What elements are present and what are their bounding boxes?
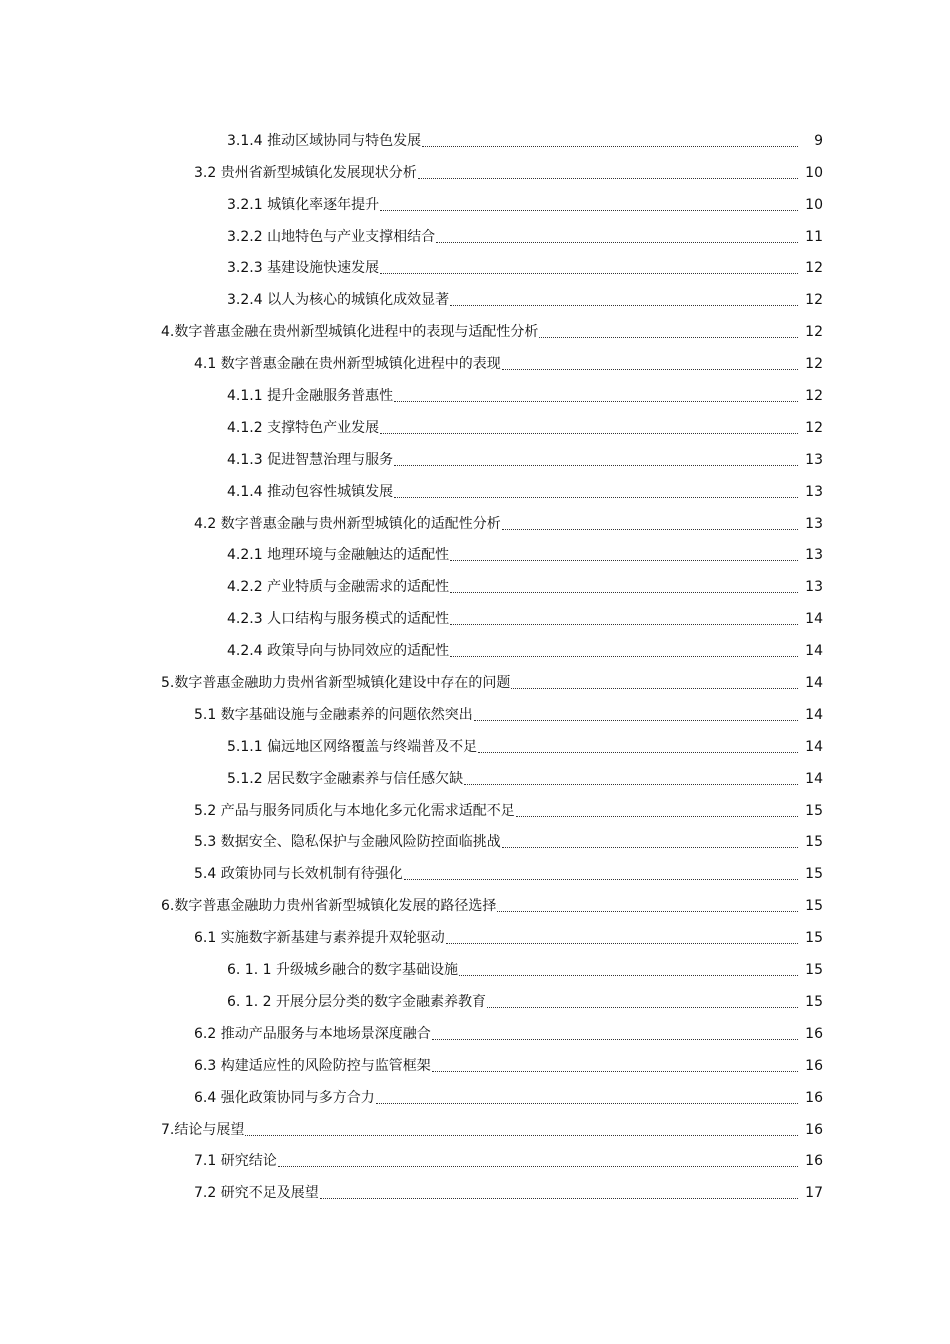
toc-entry-title[interactable]: 5.1 数字基础设施与金融素养的问题依然突出	[194, 706, 473, 723]
dot-leader	[380, 273, 798, 274]
toc-entry-page-number: 12	[805, 356, 823, 373]
dot-leader	[422, 146, 798, 147]
toc-entry[interactable]	[0, 602, 950, 634]
toc-entry-title[interactable]: 4.数字普惠金融在贵州新型城镇化进程中的表现与适配性分析	[161, 324, 539, 341]
toc-entry-title[interactable]: 7.1 研究结论	[194, 1153, 277, 1170]
toc-entry-title[interactable]: 5.1.2 居民数字金融素养与信任感欠缺	[227, 770, 464, 787]
toc-entry-title[interactable]: 5.2 产品与服务同质化与本地化多元化需求适配不足	[194, 802, 515, 819]
toc-entry-title[interactable]: 4.1.3 促进智慧治理与服务	[227, 451, 394, 468]
toc-entry-page-number: 13	[805, 451, 823, 468]
toc-entry-page-number: 14	[805, 706, 823, 723]
toc-entry[interactable]	[0, 953, 950, 985]
dot-leader	[502, 529, 798, 530]
toc-entry[interactable]	[0, 1017, 950, 1049]
toc-entry-page-number: 12	[805, 260, 823, 277]
toc-entry-page-number: 10	[805, 164, 823, 181]
toc-entry[interactable]	[0, 379, 950, 411]
toc-entry-page-number: 16	[805, 1089, 823, 1106]
toc-entry-page-number: 16	[805, 1057, 823, 1074]
toc-entry-title[interactable]: 3.2.1 城镇化率逐年提升	[227, 196, 380, 213]
toc-entry-page-number: 14	[805, 770, 823, 787]
toc-entry[interactable]	[0, 315, 950, 347]
toc-entry[interactable]	[0, 730, 950, 762]
toc-entry-page-number: 10	[805, 196, 823, 213]
toc-entry-page-number: 14	[805, 675, 823, 692]
dot-leader	[450, 305, 798, 306]
toc-entry-page-number: 15	[805, 930, 823, 947]
dot-leader	[474, 720, 798, 721]
toc-entry[interactable]	[0, 1081, 950, 1113]
toc-entry-title[interactable]: 5.1.1 偏远地区网络覆盖与终端普及不足	[227, 738, 478, 755]
toc-entry-title[interactable]: 6. 1. 2 开展分层分类的数字金融素养教育	[227, 993, 486, 1010]
toc-entry[interactable]	[0, 347, 950, 379]
toc-entry-title[interactable]: 4.1.4 推动包容性城镇发展	[227, 483, 394, 500]
dot-leader	[394, 465, 798, 466]
table-of-contents	[0, 124, 950, 1208]
toc-entry-title[interactable]: 4.2.1 地理环境与金融触达的适配性	[227, 547, 450, 564]
dot-leader	[497, 911, 798, 912]
dot-leader	[404, 879, 798, 880]
toc-entry[interactable]	[0, 252, 950, 284]
toc-entry-title[interactable]: 3.2.2 山地特色与产业支撑相结合	[227, 228, 436, 245]
toc-entry-title[interactable]: 3.2.4 以人为核心的城镇化成效显著	[227, 292, 450, 309]
dot-leader	[380, 210, 798, 211]
dot-leader	[394, 497, 798, 498]
toc-entry-title[interactable]: 3.2.3 基建设施快速发展	[227, 260, 380, 277]
dot-leader	[394, 401, 798, 402]
toc-entry-title[interactable]: 6.3 构建适应性的风险防控与监管框架	[194, 1057, 431, 1074]
toc-entry[interactable]	[0, 762, 950, 794]
toc-entry[interactable]	[0, 411, 950, 443]
toc-entry[interactable]	[0, 634, 950, 666]
toc-entry-title[interactable]: 4.2 数字普惠金融与贵州新型城镇化的适配性分析	[194, 515, 501, 532]
dot-leader	[487, 1007, 798, 1008]
toc-entry-page-number: 13	[805, 579, 823, 596]
toc-entry-page-number: 11	[805, 228, 823, 245]
toc-entry[interactable]	[0, 1176, 950, 1208]
toc-entry[interactable]	[0, 188, 950, 220]
toc-entry-title[interactable]: 5.3 数据安全、隐私保护与金融风险防控面临挑战	[194, 834, 501, 851]
toc-entry[interactable]	[0, 124, 950, 156]
toc-entry-page-number: 15	[805, 802, 823, 819]
toc-entry[interactable]	[0, 666, 950, 698]
toc-entry[interactable]	[0, 1113, 950, 1145]
toc-entry-title[interactable]: 5.4 政策协同与长效机制有待强化	[194, 866, 403, 883]
dot-leader	[450, 656, 798, 657]
dot-leader	[450, 624, 798, 625]
toc-entry-page-number: 15	[805, 834, 823, 851]
toc-entry[interactable]	[0, 475, 950, 507]
toc-entry[interactable]	[0, 1145, 950, 1177]
toc-entry-page-number: 14	[805, 611, 823, 628]
toc-entry[interactable]	[0, 443, 950, 475]
dot-leader	[320, 1198, 798, 1199]
toc-entry-title[interactable]: 6.2 推动产品服务与本地场景深度融合	[194, 1025, 431, 1042]
dot-leader	[432, 1039, 798, 1040]
toc-entry[interactable]	[0, 794, 950, 826]
toc-entry-page-number: 14	[805, 738, 823, 755]
toc-entry[interactable]	[0, 156, 950, 188]
toc-entry-title[interactable]: 4.1.1 提升金融服务普惠性	[227, 388, 394, 405]
toc-entry[interactable]	[0, 889, 950, 921]
dot-leader	[450, 592, 798, 593]
toc-entry-title[interactable]: 4.2.2 产业特质与金融需求的适配性	[227, 579, 450, 596]
dot-leader	[539, 337, 798, 338]
toc-entry-page-number: 12	[805, 419, 823, 436]
toc-entry[interactable]	[0, 570, 950, 602]
dot-leader	[502, 847, 798, 848]
toc-entry-title[interactable]: 6.1 实施数字新基建与素养提升双轮驱动	[194, 930, 445, 947]
toc-entry-title[interactable]: 5.数字普惠金融助力贵州省新型城镇化建设中存在的问题	[161, 675, 511, 692]
toc-entry[interactable]	[0, 985, 950, 1017]
dot-leader	[432, 1071, 798, 1072]
toc-entry-title[interactable]: 7.2 研究不足及展望	[194, 1185, 319, 1202]
dot-leader	[446, 943, 798, 944]
toc-entry-page-number: 16	[805, 1153, 823, 1170]
toc-entry-title[interactable]: 4.2.3 人口结构与服务模式的适配性	[227, 611, 450, 628]
dot-leader	[436, 242, 798, 243]
toc-entry[interactable]	[0, 921, 950, 953]
toc-entry[interactable]	[0, 507, 950, 539]
dot-leader	[464, 784, 798, 785]
toc-entry-title[interactable]: 6.4 强化政策协同与多方合力	[194, 1089, 375, 1106]
toc-entry[interactable]	[0, 698, 950, 730]
toc-entry-page-number: 15	[805, 993, 823, 1010]
toc-entry-title[interactable]: 7.结论与展望	[161, 1121, 245, 1138]
toc-entry-title[interactable]: 6. 1. 1 升级城乡融合的数字基础设施	[227, 962, 458, 979]
toc-entry-page-number: 14	[805, 643, 823, 660]
dot-leader	[278, 1166, 798, 1167]
toc-entry[interactable]	[0, 857, 950, 889]
toc-entry[interactable]	[0, 1049, 950, 1081]
toc-entry-title[interactable]: 6.数字普惠金融助力贵州省新型城镇化发展的路径选择	[161, 898, 497, 915]
toc-entry[interactable]	[0, 220, 950, 252]
toc-entry[interactable]	[0, 826, 950, 858]
toc-entry-page-number: 17	[805, 1185, 823, 1202]
dot-leader	[418, 178, 798, 179]
toc-entry-page-number: 16	[805, 1121, 823, 1138]
toc-entry[interactable]	[0, 539, 950, 571]
dot-leader	[245, 1135, 798, 1136]
toc-entry-page-number: 15	[805, 866, 823, 883]
toc-entry-page-number: 9	[814, 132, 823, 149]
toc-entry-title[interactable]: 4.1.2 支撑特色产业发展	[227, 419, 380, 436]
toc-entry-page-number: 12	[805, 292, 823, 309]
dot-leader	[380, 433, 798, 434]
toc-entry-page-number: 15	[805, 898, 823, 915]
toc-entry-page-number: 12	[805, 388, 823, 405]
dot-leader	[502, 369, 798, 370]
toc-entry-page-number: 13	[805, 483, 823, 500]
toc-entry-title[interactable]: 4.1 数字普惠金融在贵州新型城镇化进程中的表现	[194, 356, 501, 373]
toc-entry-page-number: 13	[805, 547, 823, 564]
dot-leader	[459, 975, 798, 976]
dot-leader	[478, 752, 798, 753]
dot-leader	[376, 1103, 798, 1104]
dot-leader	[511, 688, 798, 689]
toc-entry-title[interactable]: 3.2 贵州省新型城镇化发展现状分析	[194, 164, 417, 181]
toc-entry-page-number: 15	[805, 962, 823, 979]
dot-leader	[516, 816, 798, 817]
toc-entry[interactable]	[0, 283, 950, 315]
toc-entry-title[interactable]: 3.1.4 推动区域协同与特色发展	[227, 132, 422, 149]
toc-entry-title[interactable]: 4.2.4 政策导向与协同效应的适配性	[227, 643, 450, 660]
toc-entry-page-number: 16	[805, 1025, 823, 1042]
toc-entry-page-number: 13	[805, 515, 823, 532]
dot-leader	[450, 560, 798, 561]
toc-entry-page-number: 12	[805, 324, 823, 341]
